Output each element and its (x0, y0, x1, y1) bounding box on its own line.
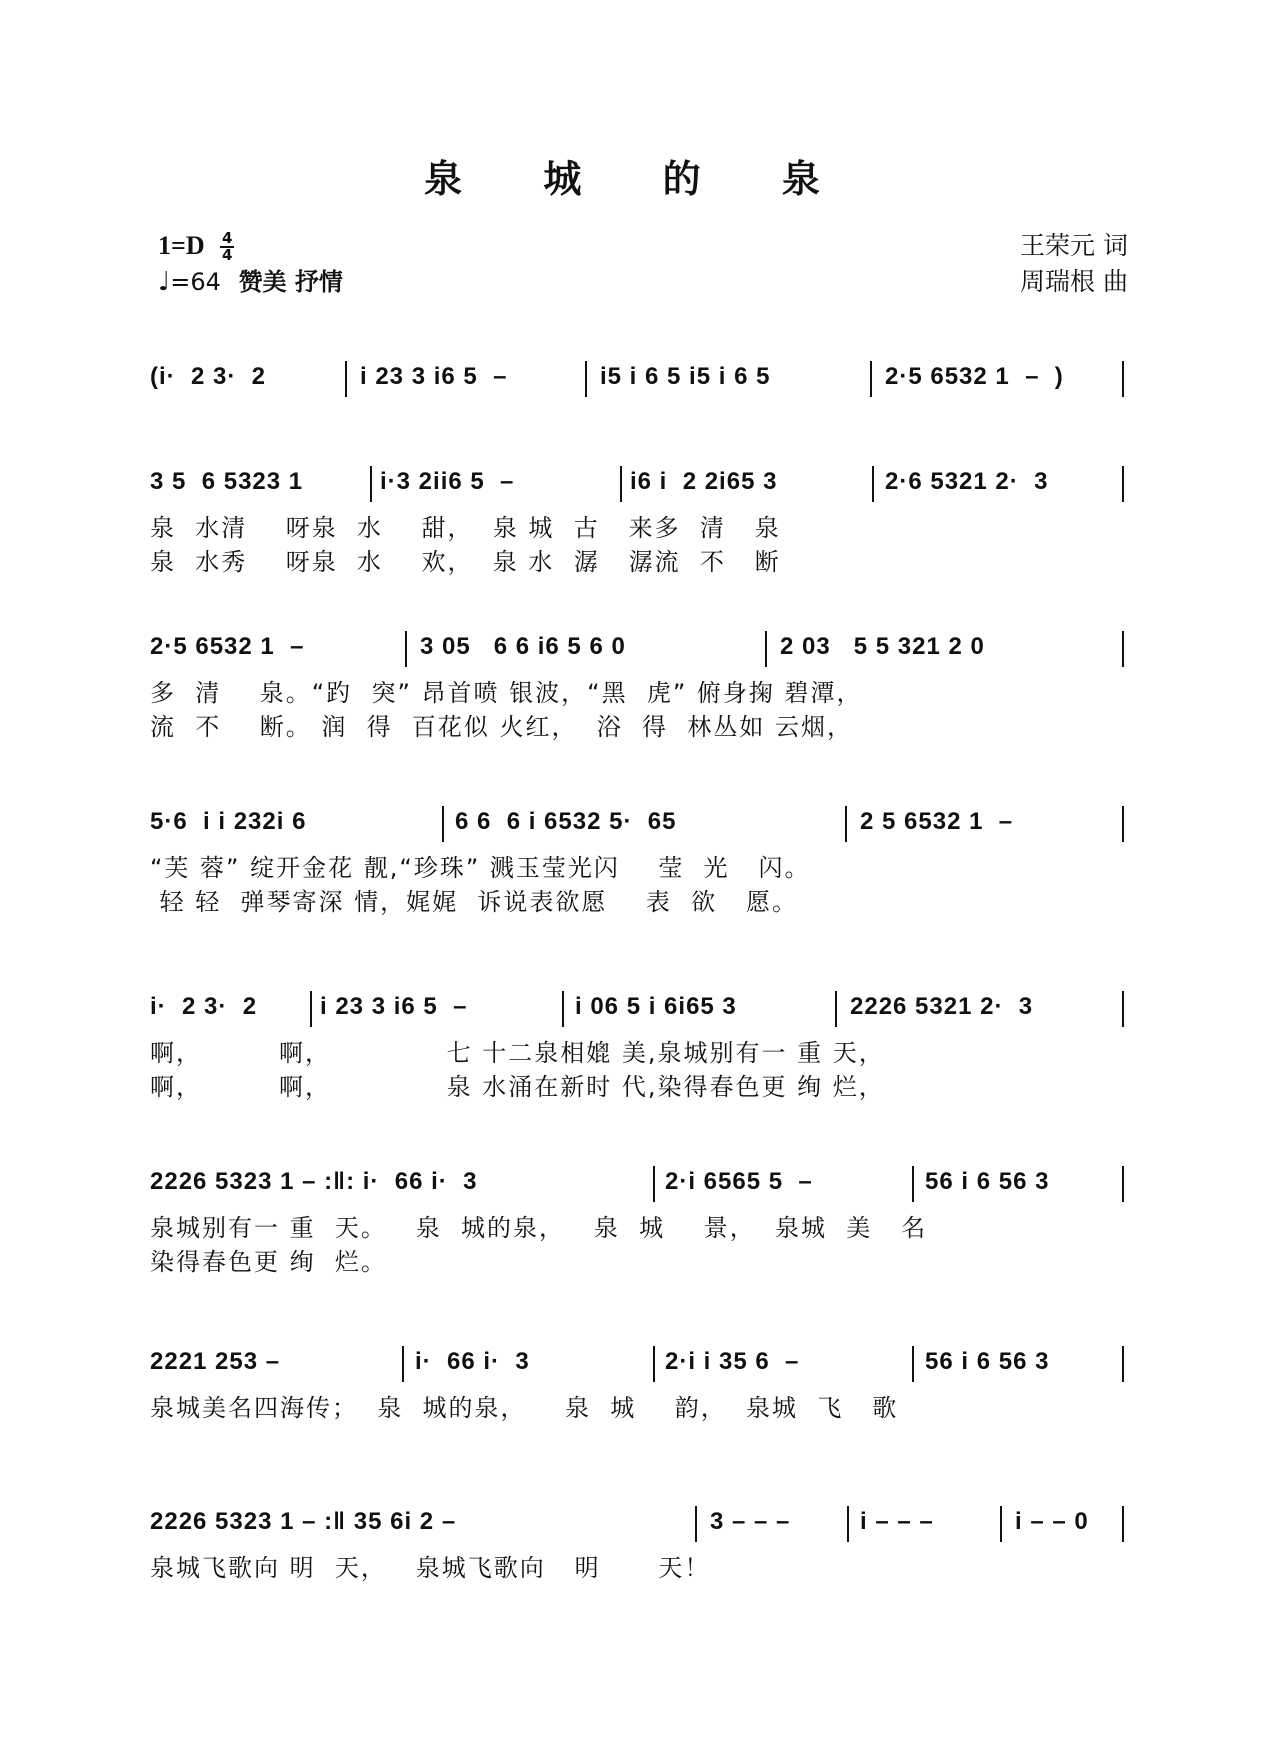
measure-notes: i – – – (860, 1508, 934, 1535)
barline (872, 466, 874, 502)
measure-notes: 2221 253 – (150, 1348, 281, 1375)
barline (870, 361, 872, 397)
barline (402, 1346, 404, 1382)
lyric-line: 啊， 啊， 泉 水涌在新时 代,染得春色更 绚 烂， (150, 1073, 885, 1101)
measure-notes: 6 6 6 i 6532 5· 65 (455, 808, 677, 835)
barline (310, 991, 312, 1027)
measure-notes: 2·i 6565 5 – (665, 1168, 813, 1195)
measure-notes: i·3 2ii6 5 – (380, 468, 515, 495)
notation-row (150, 1340, 1130, 1388)
measure-notes: i – – 0 (1015, 1508, 1089, 1535)
barline (765, 631, 767, 667)
lyric-line: 泉 水秀 呀泉 水 欢， 泉 水 潺 潺流 不 断 (150, 548, 781, 576)
lyric-line: “芙 蓉” 绽开金花 靓,“珍珠” 溅玉莹光闪 莹 光 闪。 (150, 854, 811, 882)
score-system (150, 355, 1130, 403)
barline (1122, 631, 1124, 667)
barline (1122, 1506, 1124, 1542)
lyric-line: 多 清 泉。“趵 突” 昂首喷 银波，“黑 虎” 俯身掬 碧潭， (150, 679, 863, 707)
lyric-line: 泉城别有一 重 天。 泉 城的泉， 泉 城 景， 泉城 美 名 (150, 1214, 928, 1242)
lyric-line: 染得春色更 绚 烂。 (150, 1248, 387, 1276)
barline (1122, 991, 1124, 1027)
measure-notes: 2226 5321 2· 3 (850, 993, 1034, 1020)
measure-notes: i· 2 3· 2 (150, 993, 258, 1020)
measure-notes: 3 – – – (710, 1508, 791, 1535)
score-system (150, 800, 1130, 916)
barline (1122, 806, 1124, 842)
lyric-line: 啊， 啊， 七 十二泉相媲 美,泉城别有一 重 天， (150, 1039, 885, 1067)
barline (912, 1166, 914, 1202)
notation-row (150, 1160, 1130, 1208)
tempo-value: =64 (170, 268, 221, 296)
lyric-line: 流 不 断。 润 得 百花似 火红， 浴 得 林丛如 云烟， (150, 713, 853, 741)
measure-notes: 2·5 6532 1 – (150, 633, 305, 660)
measure-notes: 2·6 5321 2· 3 (885, 468, 1049, 495)
key-signature-line (158, 228, 343, 264)
barline (442, 806, 444, 842)
barline (847, 1506, 849, 1542)
tempo-line (158, 264, 343, 300)
notation-row (150, 800, 1130, 848)
score-system (150, 1340, 1130, 1422)
measure-notes: 2226 5323 1 – :‖: i· 66 i· 3 (150, 1168, 478, 1195)
score-system (150, 460, 1130, 576)
measure-notes: 3 05 6 6 i6 5 6 0 (420, 633, 626, 660)
notation-row (150, 460, 1130, 508)
lyric-line: 泉城美名四海传； 泉 城的泉， 泉 城 韵， 泉城 飞 歌 (150, 1394, 899, 1422)
measure-notes: 2·i i 35 6 – (665, 1348, 800, 1375)
measure-notes: 2 5 6532 1 – (860, 808, 1014, 835)
measure-notes: 56 i 6 56 3 (925, 1168, 1050, 1195)
score-credits (1020, 228, 1128, 300)
time-signature-bottom: 4 (222, 246, 233, 264)
lyric-line: 轻 轻 弹琴寄深 情，娓娓 诉说表欲愿 表 欲 愿。 (150, 888, 799, 916)
barline (1122, 1166, 1124, 1202)
barline (845, 806, 847, 842)
lyric-line: 泉 水清 呀泉 水 甜， 泉 城 古 来多 清 泉 (150, 514, 781, 542)
barline (585, 361, 587, 397)
lyricist-credit: 王荣元 词 (1020, 231, 1128, 260)
measure-notes: 56 i 6 56 3 (925, 1348, 1050, 1375)
composer-credit: 周瑞根 曲 (1020, 267, 1128, 296)
time-signature-top: 4 (222, 229, 233, 247)
measure-notes: i· 66 i· 3 (415, 1348, 530, 1375)
score-system (150, 1500, 1130, 1582)
notation-row (150, 985, 1130, 1033)
measure-notes: 3 5 6 5323 1 (150, 468, 304, 495)
barline (562, 991, 564, 1027)
barline (1000, 1506, 1002, 1542)
measure-notes: 2·5 6532 1 – ) (885, 363, 1064, 390)
measure-notes: i6 i 2 2i65 3 (630, 468, 778, 495)
barline (1122, 361, 1124, 397)
score-title: 泉 城 的 泉 (424, 157, 854, 201)
key-signature: 1=D (158, 231, 205, 260)
score-meta-left (158, 228, 343, 300)
barline (345, 361, 347, 397)
notation-row (150, 625, 1130, 673)
barline (835, 991, 837, 1027)
measure-notes: 2 03 5 5 321 2 0 (780, 633, 985, 660)
notation-row (150, 355, 1130, 403)
measure-notes: 5·6 i i 232i 6 (150, 808, 307, 835)
barline (620, 466, 622, 502)
measure-notes: (i· 2 3· 2 (150, 363, 267, 390)
lyric-line: 泉城飞歌向 明 天， 泉城飞歌向 明 天！ (150, 1554, 711, 1582)
barline (912, 1346, 914, 1382)
barline (370, 466, 372, 502)
time-signature (220, 231, 234, 263)
barline (653, 1166, 655, 1202)
measure-notes: i 06 5 i 6i65 3 (575, 993, 737, 1020)
expression-marking: 赞美 抒情 (238, 268, 343, 296)
barline (653, 1346, 655, 1382)
measure-notes: i 23 3 i6 5 – (320, 993, 468, 1020)
notation-row (150, 1500, 1130, 1548)
measure-notes: 2226 5323 1 – :‖ 35 6i 2 – (150, 1508, 457, 1535)
barline (405, 631, 407, 667)
score-system (150, 985, 1130, 1101)
barline (695, 1506, 697, 1542)
measure-notes: i5 i 6 5 i5 i 6 5 (600, 363, 771, 390)
score-system (150, 1160, 1130, 1276)
quarter-note-icon: ♩ (158, 267, 171, 297)
measure-notes: i 23 3 i6 5 – (360, 363, 508, 390)
score-system (150, 625, 1130, 741)
barline (1122, 466, 1124, 502)
barline (1122, 1346, 1124, 1382)
